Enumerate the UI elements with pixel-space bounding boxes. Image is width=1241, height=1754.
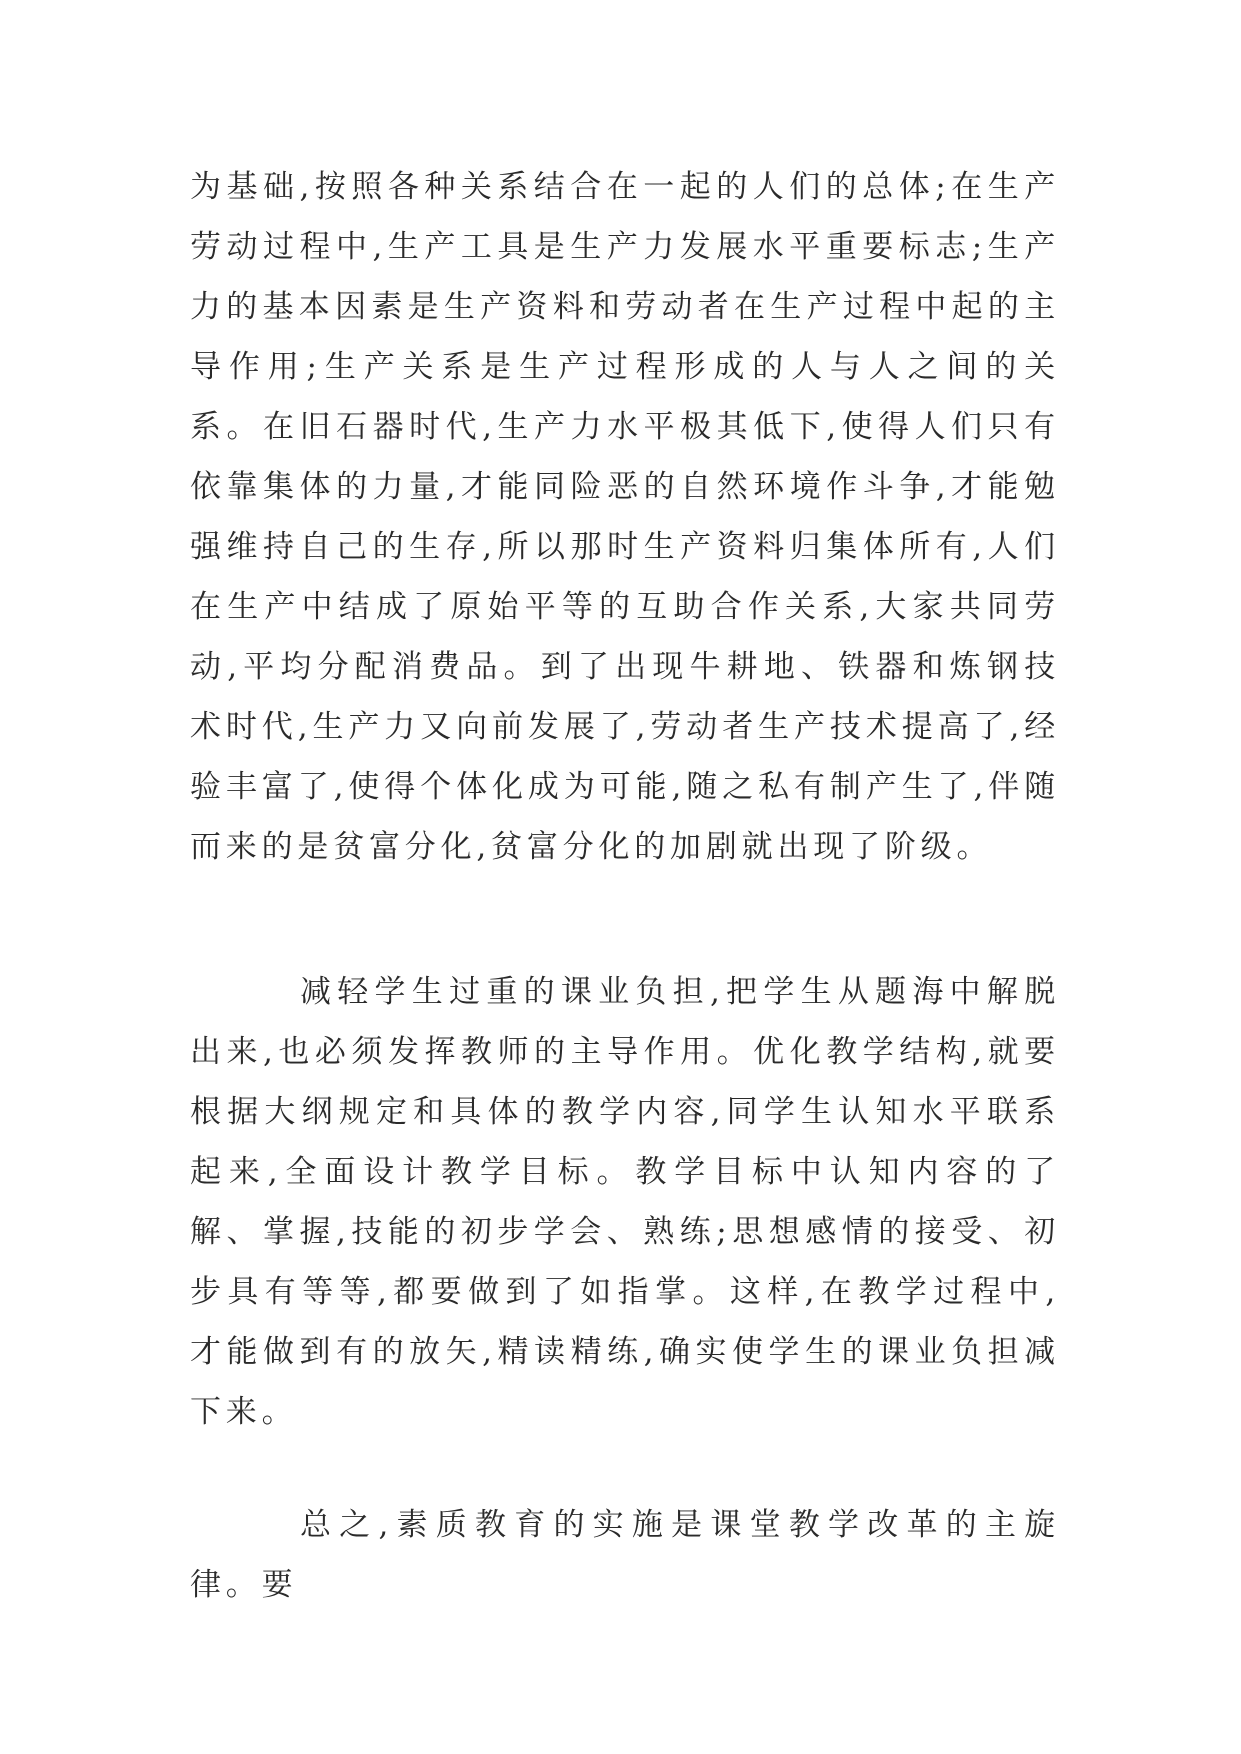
paragraph-reduce-burden: 减轻学生过重的课业负担,把学生从题海中解脱出来,也必须发挥教师的主导作用。优化教学结构,就要根据大纲规定和具体的教学内容,同学生认知水平联系起来,全面设计教学目标。教学目标中认知内容的了解、掌握,技能的初步学会、熟练;思想感情的接受、初步具有等等,都要做到了如指掌。这样,在教学过程中, 才能做到有的放矢,精读精练,确实使学生的课业负担减下来。 [190,974,1060,1430]
paragraph-conclusion: 总之,素质教育的实施是课堂教学改革的主旋律。要 [190,1507,1060,1603]
paragraph-productivity: 为基础,按照各种关系结合在一起的人们的总体;在生产劳动过程中,生产工具是生产力发展水平重要标志;生产力的基本因素是生产资料和劳动者在生产过程中起的主导作用;生产关系是生产过程形成的人与人之间的关系。在旧石器时代,生产力水平极其低下,使得人们只有依靠集体的力量,才能同险恶的自然环境作斗争,才能勉强维持自己的生存,所以那时生产资料归集体所有,人们在生产中结成了原始平等的互助合作关系,大家共同劳动,平均分配消费品。到了出现牛耕地、铁器和炼钢技术时代,生产力又向前发展了,劳动者生产技术提高了,经验丰富了,使得个体化成为可能,随之私有制产生了,伴随而来的是贫富分化,贫富分化的加剧就出现了阶级。 [190,169,1060,865]
